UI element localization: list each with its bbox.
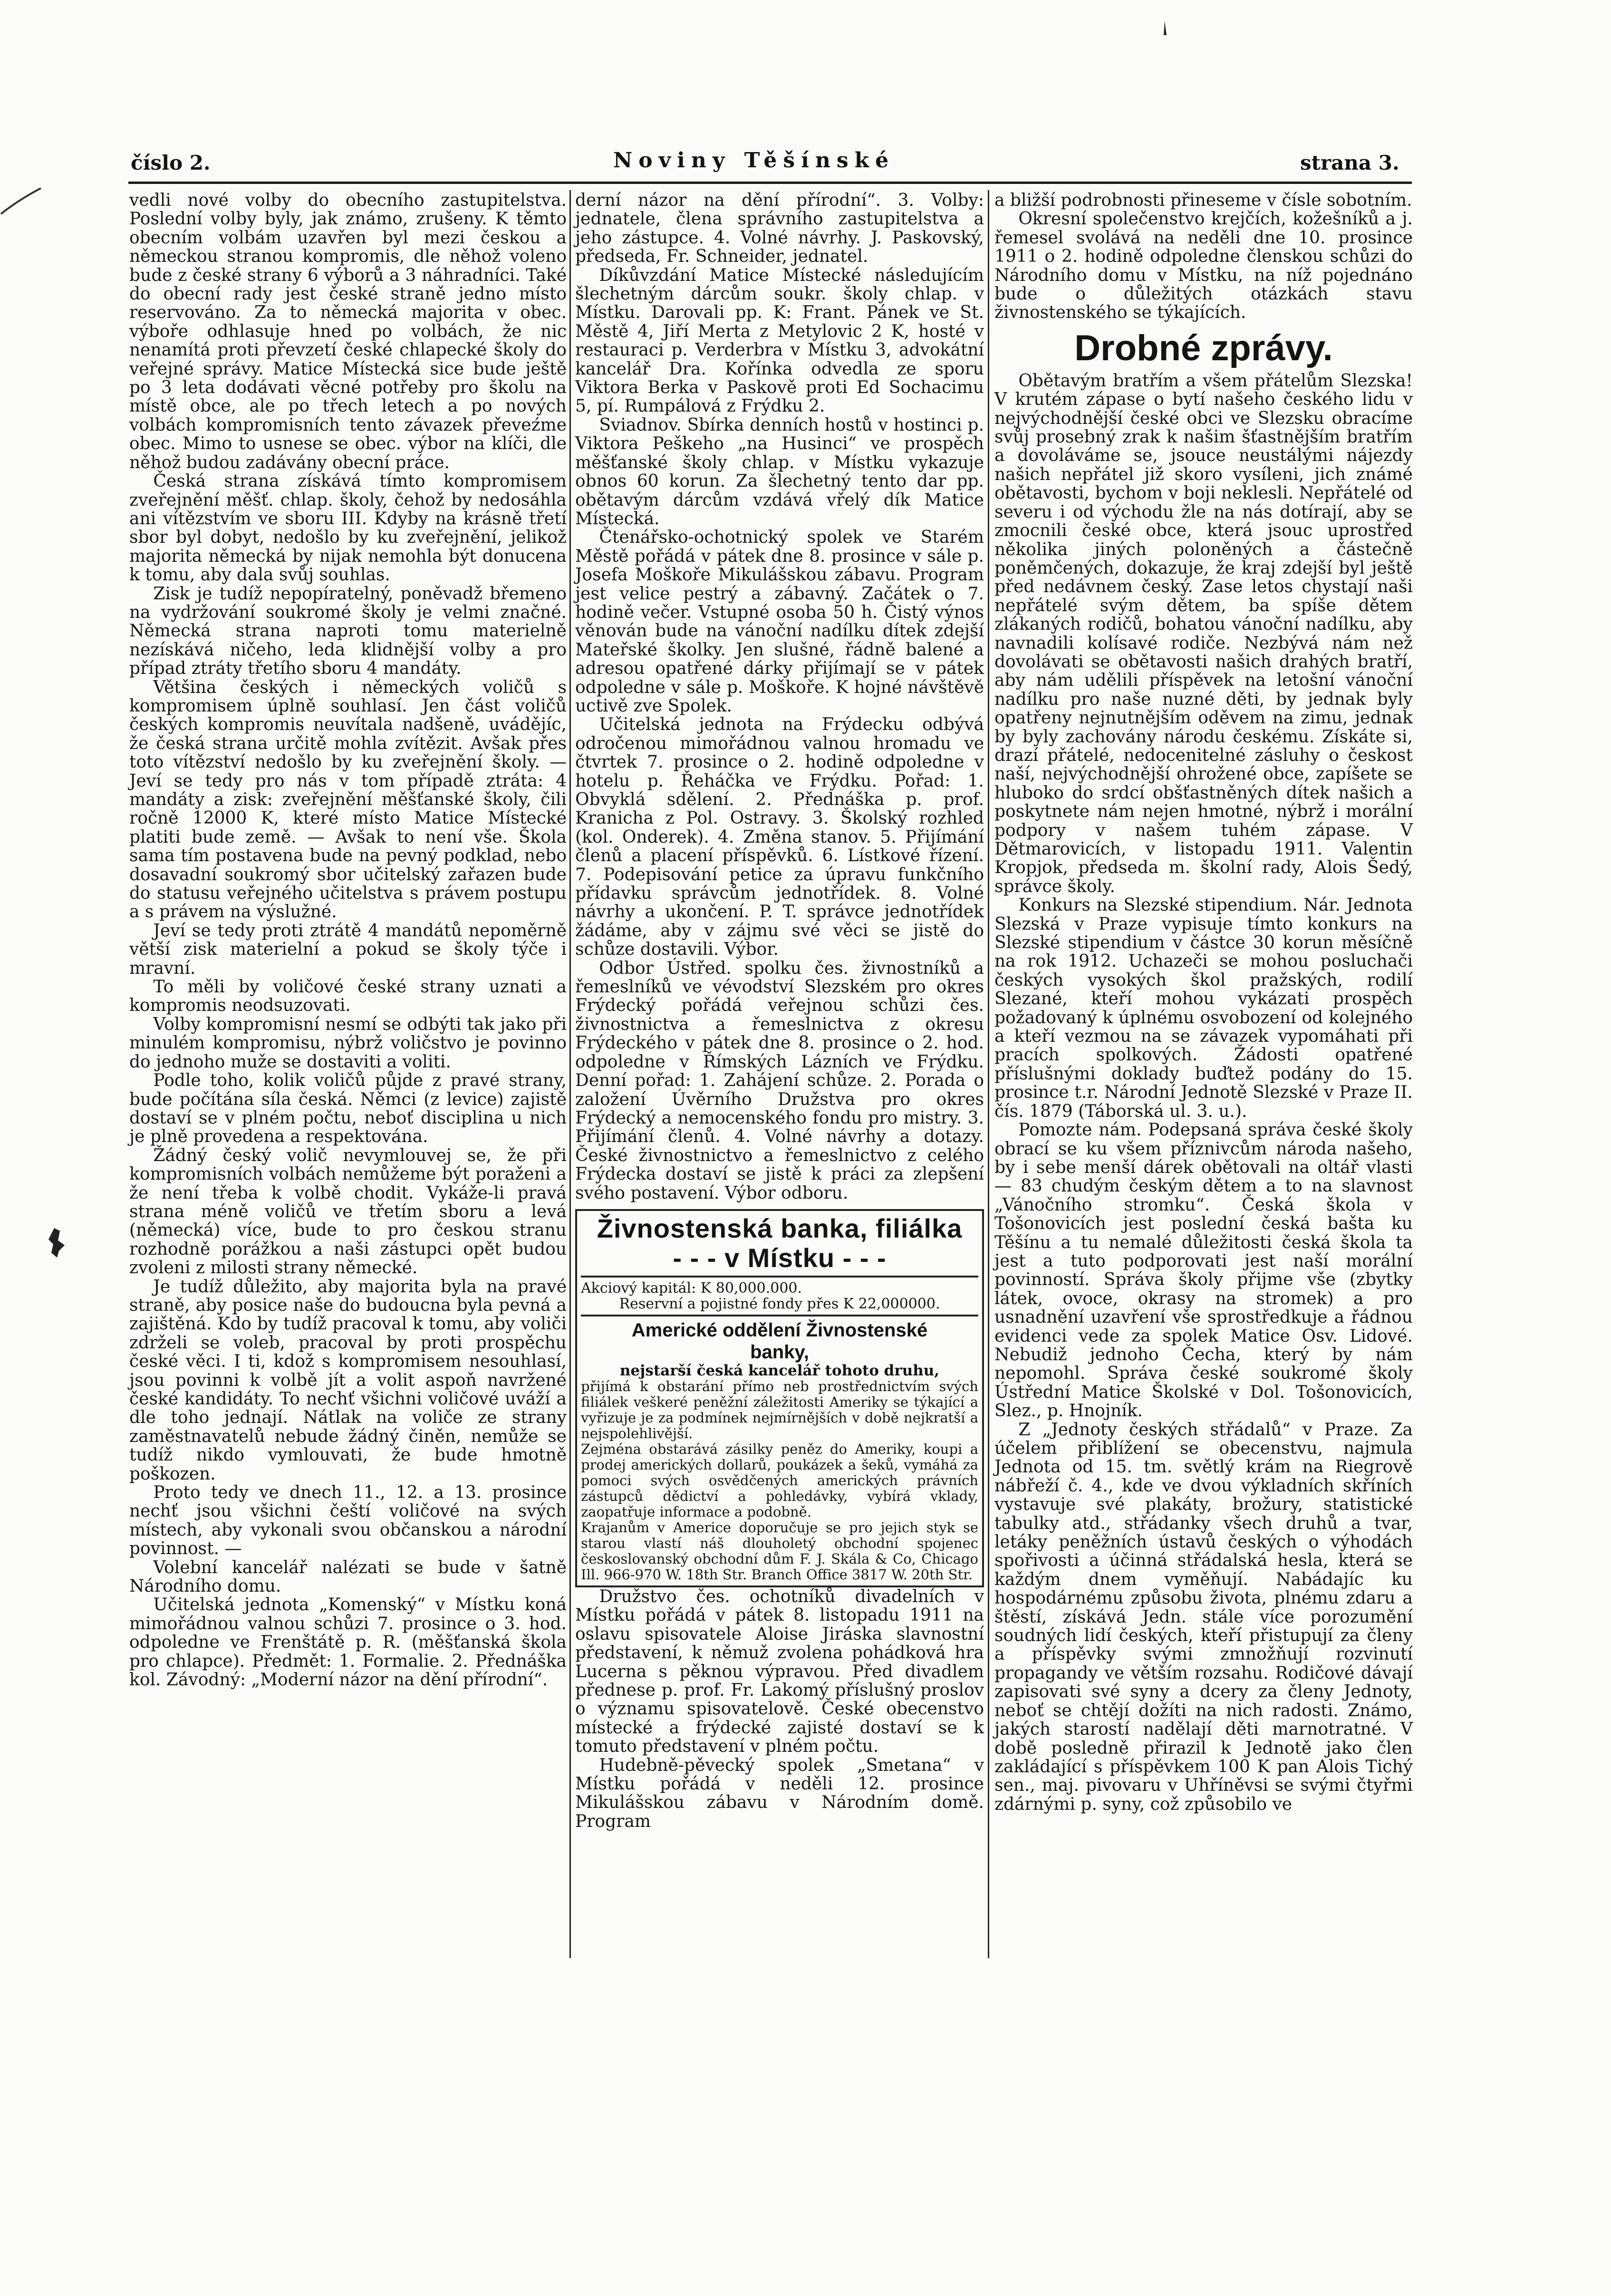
article-paragraph: Z „Jednoty českých střádalů“ v Praze. Za účelem přiblížení se obecenstvu, najmula Jednota od 15. tm. světlý krám na Riegrově nábřeží č. 4., kde ve dvou výkladních skříních vystavuje své plakáty, brožury, statistické tabulky atd., střádanky všech druhů a tvar, letáky peněžních ústavů českých o výhodách spořivosti a účinná střádalská hesla, která se každým dnem vyměňují. Nabádajíc ku hospodárnému způsobu života, plnému zdaru a štěstí, získává Jedn. stále více porozumění soudných lidí českých, kteří přistupují za členy a příspěvky svými zmnožňují rozvinutí propagandy ve větším rozsahu. Rodičové dávají zapisovati své syny a dcery za členy Jednoty, neboť se chtějí dožíti na nich radosti. Známo, jakých starostí nadělají děti marnotratné. V době posledně přirazil k Jednotě jako člen zakládající s příspěvkem 100 K pan Alois Tichý sen., maj. pivovaru v Uhříněvsi se svými čtyřmi zdárnými p. syny, což způsobilo ve [994, 1420, 1413, 1814]
article-paragraph: Žádný český volič nevymlouvej se, že při kompromisních volbách nemůžeme být poraženi a že není třeba k volbě chodit. Vykáže-li pravá strana méně voličů ve třetím sboru a levá (německá) více, bude to pro českou stranu rozhodně porážkou a naši zástupci opět budou zvoleni z milosti strany německé. [129, 1145, 567, 1278]
article-paragraph: derní názor na dění přírodní“. 3. Volby: jednatele, člena správního zastupitelstva a jeho zástupce. 4. Volné návrhy. J. Paskovský, předseda, Fr. Schneider, jednatel. [575, 191, 984, 267]
article-paragraph: Pomozte nám. Podepsaná správa české školy obrací se ku všem příznivcům národa našeho, by i sebe menší dárek obětovali na oltář vlasti — 83 chudým českým dětem a to na slavnost „Vánočního stromku“. Česká škola v Tošonovicích jest poslední česká bašta ku Těšínu a tu nemalé důležitosti česká škola ta jest a tuto podporovati jest naší morální povinností. Správa školy přijme vše (zbytky látek, ovoce, okrasy na stromek) a pro usnadnění uzavření vše sprostředkuje a řádnou evidenci vede za spolek Matice Osv. Lidové. Nebudiž jednoho Čecha, který by nám nepomohl. Správa české soukromé školy Ústřední Matice Školské v Dol. Tošonovicích, Slez., p. Hnojník. [994, 1120, 1413, 1421]
ad-reserve: Reservní a pojistné fondy přes K 22,000000. [619, 1295, 940, 1312]
scan-blot-icon [46, 1226, 69, 1259]
ad-department: Americké oddělení Živnostenské [631, 1319, 928, 1341]
article-paragraph: Zisk je tudíž nepopíratelný, poněvadž břemeno na vydržování soukromé školy je velmi značné. Německá strana naproti tomu materielně nezískává ničeho, leda klidnější volby a pro případ ztráty třetího sboru 4 mandáty. [129, 584, 567, 679]
article-paragraph: Konkurs na Slezské stipendium. Nár. Jednota Slezská v Praze vypisuje tímto konkurs na Slezské stipendium v částce 30 korun měsíčně na rok 1912. Uchazeči se mohou posluchači českých vysokých škol pražských, rodilí Slezané, kteří mohou vykázati prospěch požadovaný k úplnému osvobození od kolejného a kteří vezmou na se závazek vypomáhati při pracích spolkových. Žádosti opatřené příslušnými doklady buďtež podány do 15. prosince t.r. Národní Jednotě Slezské v Praze II. čís. 1879 (Táborská ul. 3. u.). [994, 895, 1413, 1121]
ad-title: Živnostenská banka, filiálka [597, 1213, 963, 1243]
ad-title-location: - - - v Místku - - - [673, 1242, 887, 1273]
bank-advertisement [575, 1209, 984, 1587]
ad-oldest: nejstarší česká kancelář tohoto druhu, [619, 1362, 940, 1379]
issue-number: číslo 2. [131, 151, 211, 174]
column-1 [129, 191, 567, 1690]
article-paragraph: a bližší podrobnosti přineseme v čísle sobotním. [994, 191, 1412, 210]
article-paragraph: Proto tedy ve dnech 11., 12. a 13. prosince nechť jsou všichni čeští voličové na svých místech, aby vykonali svou občanskou a národní povinnost. — [129, 1483, 567, 1559]
article-paragraph: Většina českých i německých voličů s kompromisem úplně souhlasí. Jen část voličů českých kompromis neuvítala nadšeně, uvádějíc, že česká strana určitě mohla zvítězit. Avšak přes toto vítězství nedošlo by ku zveřejnění školy. — Jeví se tedy pro nás v tom případě ztráta: 4 mandáty a zisk: zveřejnění měšťanské školy, čili ročně 12000 K, které místo Matice Místecké platiti bude země. — Avšak to není vše. Škola sama tím postavena bude na pevný podklad, nebo dosavadní soukromý sbor učitelský zařazen bude do statusu veřejného učitelstva s právem postupu a s právem na výslužné. [129, 677, 567, 922]
article-paragraph: Podle toho, kolik voličů půjde z pravé strany, bude počítána síla česká. Němci (z levice) zajistě dostaví se v plném počtu, neboť disciplina u nich je plně provedena a respektována. [129, 1071, 567, 1147]
ad-divider [581, 1276, 978, 1278]
column-3 [994, 191, 1413, 1814]
page-number: strana 3. [1300, 151, 1399, 174]
article-paragraph: Je tudíž důležito, aby majorita byla na pravé straně, aby posice naše do budoucna byla pevná a zajištěná. Kdo by tudíž pracoval k tomu, aby voliči zdrželi se voleb, pracoval by proti prospěchu české věci. I ti, kdož s kompromisem nesouhlasí, jsou povinni k volbě jít a volit aspoň navržené české kandidáty. To nechť všichni voličové uváží a dle toho jednají. Nátlak na voliče ze strany zaměstnavatelů nebude žádný činěn, nemůže se tudíž nikdo vymlouvati, že bude hmotně poškozen. [129, 1277, 567, 1484]
article-paragraph: Volby kompromisní nesmí se odbýti tak jako při minulém kompromisu, nýbrž voličstvo je povinno do jednoho muže se dostaviti a voliti. [129, 1014, 567, 1072]
article-paragraph: Obětavým bratřím a všem přátelům Slezska! V krutém zápase o bytí našeho českého lidu v nejvýchodnější české obci ve Slezsku obracíme svůj prosebný zrak k našim šťastnějším bratřím a dovoláváme se, jsouce neustálými nájezdy našich nepřátel již skoro vysíleni, jich známé obětavosti, bychom v boji neklesli. Nepřátelé od severu i od východu žle na nás dotírají, aby se zmocnili české obce, která jsouc uprostřed několika jiných poloněných a částečně poněmčených, dokazuje, že kraj zdejší byl ještě před nedávnem český. Zase letos chystají naši nepřátelé svým dětem, ba spíše dětem zlákaných rodičů, bohatou vánoční nadílku, aby navnadili kolísavé rodiče. Nezbývá nám než dovolávati se obětavosti našich drahých bratří, aby nám udělili příspěvek na letošní vánoční nadílku pro naše nuzné děti, by jednak byly opatřeny nejnutnějším oděvem na zimu, jednak by byly zachovány národu českému. Získáte si, drazí přátelé, nedocenitelné zásluhy o českost naší, nejvýchodnější ohrožené obce, zapíšete se hluboko do srdcí obšťastněných dítek našich a poskytnete nám nejen hmotné, nýbrž i morální podpory v našem tuhém zápase. V Dětmarovicích, v listopadu 1911. Valentin Kropjok, předseda m. školní rady, Alois Šedý, správce školy. [994, 371, 1413, 896]
article-paragraph: Okresní společenstvo krejčích, kožešníků a j. řemesel svolává na neděli dne 10. prosince 1911 o 2. hodině odpoledne členskou schůzi do Národního domu v Místku, na níž pojednáno bude o důležitých otázkách stavu živnostenského se týkajících. [994, 209, 1413, 323]
ad-body: přijímá k obstarání přímo neb prostřednictvím svých filiálek veškeré peněžní záležitosti Ameriky se týkající a vyřizuje je za podmínek nejmírnějších v době nejkratší a nejspolehlivější. [581, 1378, 978, 1441]
article-paragraph: Učitelská jednota na Frýdecku odbývá odročenou mimořádnou valnou hromadu ve čtvrtek 7. prosince o 2. hodině odpoledne v hotelu p. Řeháčka ve Frýdku. Pořad: 1. Obvyklá sdělení. 2. Přednáška p. prof. Kranicha z Pol. Ostravy. 3. Školský rozhled (kol. Onderek). 4. Změna stanov. 5. Přijímání členů a placení příspěvků. 6. Lístkové řízení. 7. Podepisování petice za úpravu funkčního přídavku správcům jednotřídek. 8. Volné návrhy a ukončení. P. T. správce jednotřídek žádáme, aby v zájmu své věci se jistě do schůze dostavili. Výbor. [575, 715, 984, 960]
ad-department-2: banky, [750, 1341, 809, 1363]
article-paragraph: Učitelská jednota „Komenský“ v Místku koná mimořádnou valnou schůzi 7. prosince o 3. hod. odpoledne ve Frenštátě p. R. (měšťanská škola pro chlapce). Předmět: 1. Formalie. 2. Přednáška kol. Závodný: „Moderní názor na dění přírodní“. [129, 1595, 567, 1690]
article-paragraph: Hudebně-pěvecký spolek „Smetana“ v Místku pořádá v neděli 12. prosince Mikulášskou zábavu v Národním domě. Program [575, 1755, 984, 1831]
section-title: Drobné zprávy. [1074, 327, 1333, 368]
scan-mark-icon [1160, 19, 1169, 38]
article-paragraph: Volební kancelář nalézati se bude v šatně Národního domu. [129, 1557, 567, 1596]
masthead-title: Noviny Těšínské [613, 148, 895, 173]
ad-body: Zejména obstarává zásilky peněz do Ameriky, koupi a prodej amerických dollarů, poukázek a šeků, vymáhá za pomoci svých osvědčených amerických právních zástupců dědictví a pohledávky, vybírá vklady, zaopatřuje informace a podobně. [581, 1441, 978, 1520]
ad-divider [581, 1315, 978, 1316]
article-paragraph: Česká strana získává tímto kompromisem zveřejnění měšť. chlap. školy, čehož by nedosáhla ani vítězstvím ve sboru III. Kdyby na krásně třetí sbor byl dobyt, nedošlo by ku zveřejnění, jelikož majorita německá by nijak nemohla být donucena k tomu, aby dala svůj souhlas. [129, 471, 567, 585]
ad-capital: Akciový kapitál: K 80,000.000. [581, 1279, 802, 1297]
article-paragraph: Díkůvzdání Matice Místecké následujícím šlechetným dárcům soukr. školy chlap. v Místku. Darovali pp. K: Frant. Pánek ve St. Městě 4, Jiří Merta z Metylovic 2 K, hosté v restauraci p. Verderbra v Místku 3, advokátní kancelář Dra. Kořínka odvedla ze sporu Viktora Berka v Paskově proti Ed Sochacimu 5, pí. Rumpálová z Frýdku 2. [575, 265, 984, 416]
article-paragraph: vedli nové volby do obecního zastupitelstva. Poslední volby byly, jak známo, zrušeny. K těmto obecním volbám uzavřen byl mezi českou a německou stranou kompromis, dle něhož voleno bude z české strany 6 výborů a 3 náhradníci. Také do obecní rady jest české straně jedno místo reservováno. Za to německá majorita v obec. výboře odhlasuje hned po volbách, že nic nenamítá proti převzetí české chlapecké školy do veřejné správy. Matice Místecká sice bude ještě po 3 leta dodávati věcné potřeby pro školu na místě obce, ale po třech letech a po nových volbách kompromisních tento závazek převeźme obec. Mimo to usnese se obec. výbor na klíči, dle něhož budou zadávány obecní práce. [129, 191, 567, 472]
scan-edge-mark-icon [0, 185, 43, 219]
column-divider-1 [569, 190, 571, 1958]
column-2 [575, 191, 984, 1831]
article-paragraph: Čtenářsko-ochotnický spolek ve Starém Městě pořádá v pátek dne 8. prosince v sále p. Josefa Moškoře Mikulášskou zábavu. Program jest velice pestrý a zábavný. Začátek o 7. hodině večer. Vstupné osoba 50 h. Čistý výnos věnován bude na vánoční nadílku dítek zdejší Mateřské školky. Jen slušné, řádně balené a adresou opatřené dárky přijímají se v pátek odpoledne v sále p. Moškoře. K hojné návštěvě uctivě zve Spolek. [575, 528, 984, 716]
column-divider-2 [988, 190, 989, 1958]
ad-body: Krajanům v Americe doporučuje se pro jejich styk se starou vlastí náš dlouholetý obchodní spojenec českoslovanský obchodní dům F. J. Skála & Co, Chicago Ill. 966-970 W. 18th Str. Branch Office 3817 W. 20th Str. [581, 1519, 978, 1583]
article-paragraph: Sviadnov. Sbírka denních hostů v hostinci p. Viktora Peškeho „na Husinci“ ve prospěch měšťanské školy chlap. v Místku vykazuje obnos 60 korun. Za šlechetný tento dar pp. obětavým dárcům vzdává vřelý dík Matice Místecká. [575, 415, 984, 528]
article-paragraph: To měli by voličové české strany uznati a kompromis neodsuzovati. [129, 977, 567, 1016]
article-paragraph: Družstvo čes. ochotníků divadelních v Místku pořádá v pátek 8. listopadu 1911 na oslavu spisovatele Aloise Jiráska slavnostní představení, k němuž zvolena pohádková hra Lucerna s pěknou výpravou. Před divadlem přednese p. prof. Fr. Lakomý příslušný proslov o významu spisovatelově. České obecenstvo místecké a frýdecké zajisté dostaví se k tomuto představení v plném počtu. [575, 1586, 984, 1757]
article-paragraph: Odbor Ústřed. spolku čes. živnostníků a řemeslníků ve vévodství Slezském pro okres Frýdecký pořádá veřejnou schůzi čes. živnostnictva a řemeslnictva z okresu Frýdeckého v pátek dne 8. prosince o 2. hod. odpoledne v Římských Lázních ve Frýdku. Denní pořad: 1. Zahájení schůze. 2. Porada o založení Úvěrního Družstva pro okres Frýdecký a nemocenského fondu pro mistry. 3. Přijímání členů. 4. Volné návrhy a dotazy. České živnostnictvo a řemeslnictvo z celého Frýdecka dostaví se jistě k práci za zlepšení svého postavení. Výbor odboru. [575, 958, 984, 1203]
header-rule [128, 182, 1412, 184]
article-paragraph: Jeví se tedy proti ztrátě 4 mandátů nepoměrně větší zisk materielní a pokud se školy týče i mravní. [129, 921, 567, 978]
